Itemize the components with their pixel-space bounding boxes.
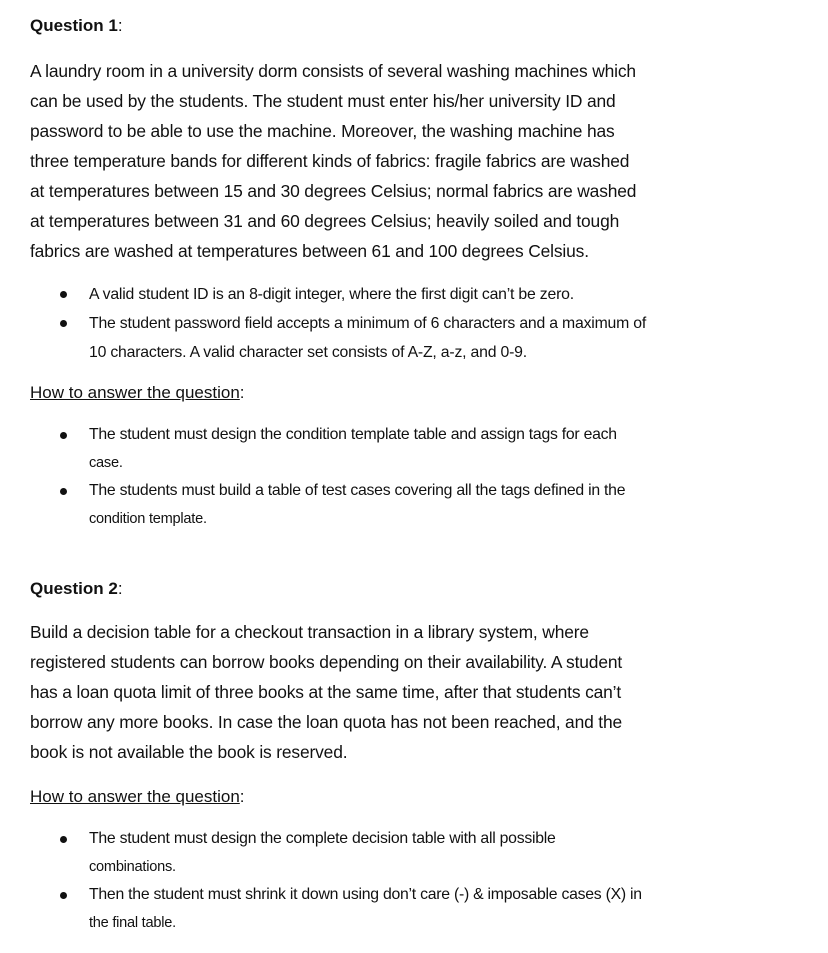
list-item-text: The student must design the condition template table and assign tags for each (89, 426, 617, 443)
list-item (60, 825, 804, 881)
bullet-icon (60, 488, 67, 495)
list-item (60, 421, 804, 477)
list-item (60, 881, 804, 937)
list-item-text: the final table. (89, 915, 176, 931)
paragraph-line: has a loan quota limit of three books at the same time, after that students can’t (30, 682, 622, 702)
question-2-how-to-heading (30, 785, 804, 809)
paragraph-line: fabrics are washed at temperatures between 61 and 100 degrees Celsius. (30, 241, 589, 261)
bullet-icon (60, 320, 67, 327)
bullet-icon (60, 892, 67, 899)
list-item-text: Then the student must shrink it down using don’t care (-) & imposable cases (X) in (89, 886, 642, 903)
paragraph-line: at temperatures between 31 and 60 degrees Celsius; heavily soiled and tough (30, 211, 620, 231)
list-item (60, 477, 804, 533)
question-1-paragraph (30, 56, 804, 266)
question-1-requirements-list (30, 280, 804, 367)
how-to-heading-colon: : (239, 383, 245, 402)
question-2-section (30, 577, 804, 937)
question-2-instructions-list (30, 825, 804, 937)
question-1-how-to-heading (30, 381, 804, 405)
how-to-heading-text: How to answer the question (30, 383, 240, 402)
question-1-instructions-list (30, 421, 804, 533)
list-item-text: The student must design the complete decision table with all possible (89, 830, 556, 847)
bullet-icon (60, 432, 67, 439)
question-1-title (30, 14, 804, 38)
bullet-icon (60, 836, 67, 843)
paragraph-line: A laundry room in a university dorm consists of several washing machines which (30, 61, 636, 81)
paragraph-line: registered students can borrow books depending on their availability. A student (30, 652, 623, 672)
paragraph-line: book is not available the book is reserved. (30, 742, 348, 762)
list-item-text: The students must build a table of test cases covering all the tags defined in the (89, 482, 626, 499)
list-item (60, 309, 804, 367)
question-2-title-colon: : (117, 579, 123, 598)
list-item-text: combinations. (89, 859, 176, 875)
how-to-heading-text: How to answer the question (30, 787, 240, 806)
bullet-icon (60, 291, 67, 298)
paragraph-line: can be used by the students. The student must enter his/her university ID and (30, 91, 616, 111)
question-1-section (30, 14, 804, 533)
list-item-text: The student password field accepts a minimum of 6 characters and a maximum of (89, 315, 647, 332)
list-item (60, 280, 804, 309)
question-2-paragraph (30, 617, 804, 767)
list-item-text: case. (89, 455, 123, 471)
how-to-heading-colon: : (239, 787, 245, 806)
question-2-title (30, 577, 804, 601)
paragraph-line: at temperatures between 15 and 30 degrees Celsius; normal fabrics are washed (30, 181, 637, 201)
list-item-text: condition template. (89, 511, 207, 527)
paragraph-line: password to be able to use the machine. Moreover, the washing machine has (30, 121, 615, 141)
paragraph-line: three temperature bands for different kinds of fabrics: fragile fabrics are washed (30, 151, 630, 171)
list-item-text: A valid student ID is an 8-digit integer, where the first digit can’t be zero. (89, 286, 574, 303)
question-2-title-text: Question 2 (30, 579, 118, 598)
list-item-text: 10 characters. A valid character set consists of A-Z, a-z, and 0-9. (89, 344, 527, 361)
question-1-title-colon: : (117, 16, 123, 35)
paragraph-line: Build a decision table for a checkout transaction in a library system, where (30, 622, 589, 642)
question-1-title-text: Question 1 (30, 16, 118, 35)
paragraph-line: borrow any more books. In case the loan quota has not been reached, and the (30, 712, 623, 732)
